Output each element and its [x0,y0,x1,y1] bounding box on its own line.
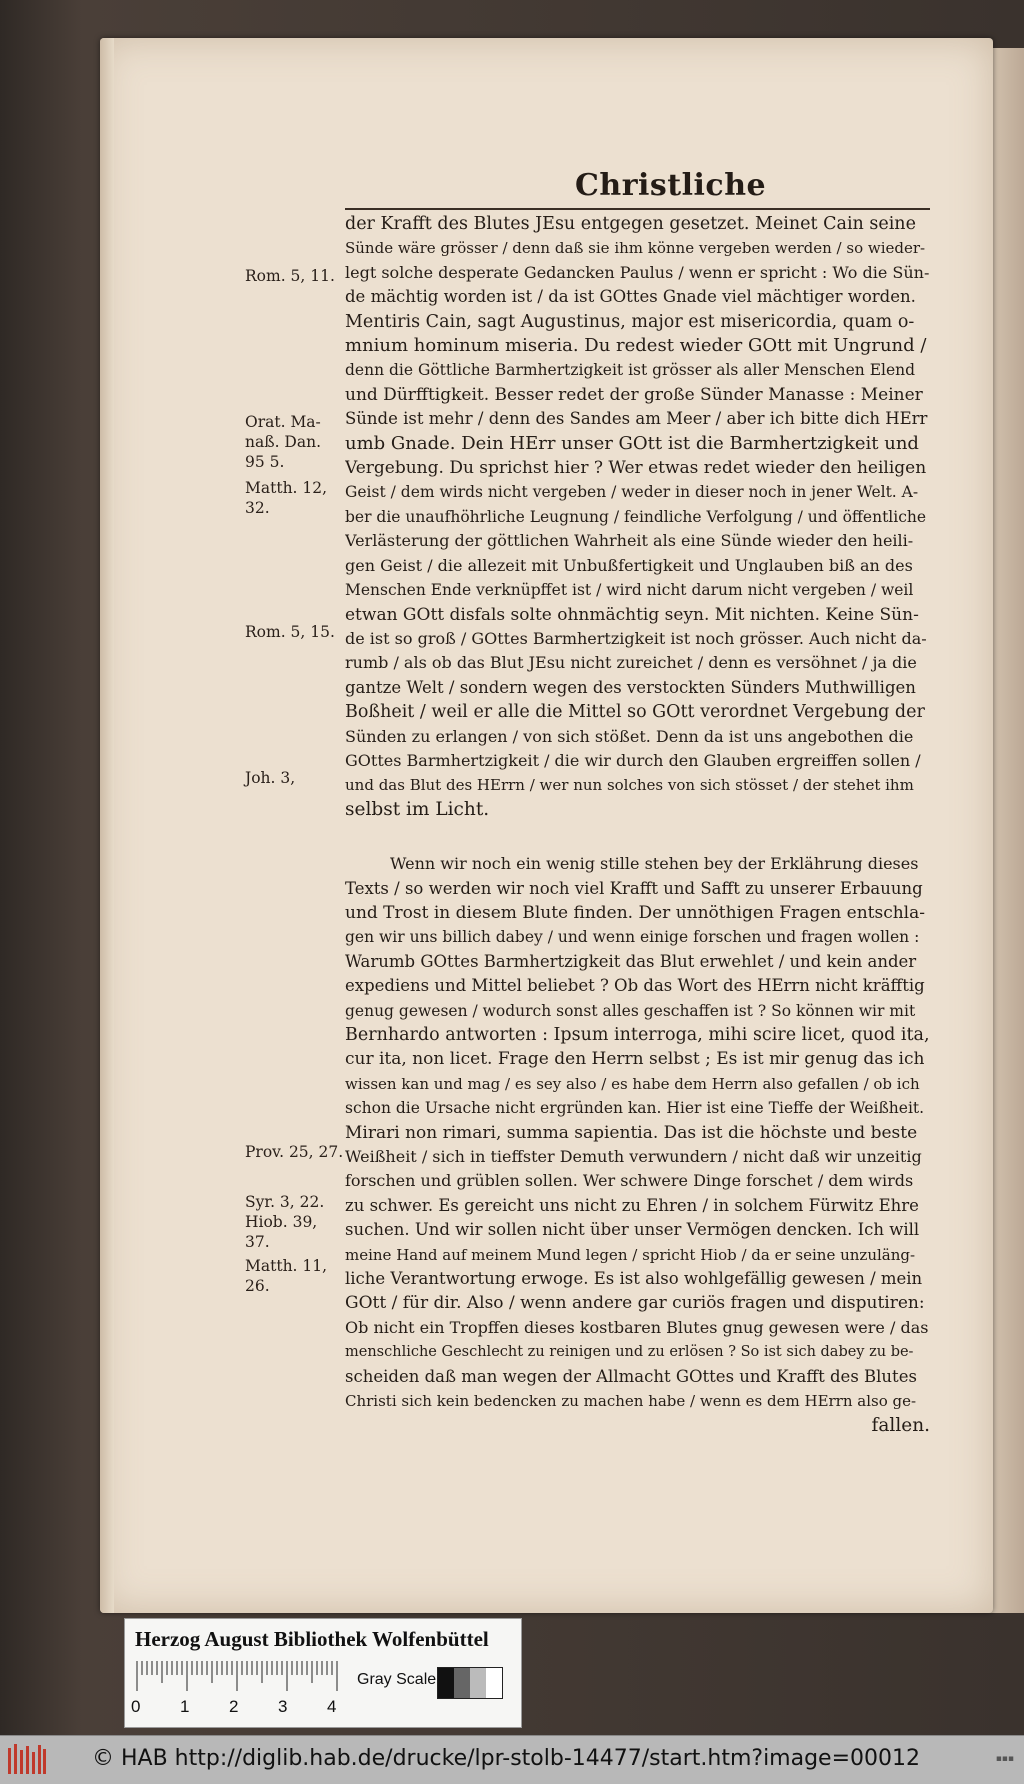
text-line: GOtt / für dir. Also / wenn andere gar curiös fragen und disputiren: [345,1293,925,1314]
text-line: Vergebung. Du sprichst hier ? Wer etwas redet wieder den heiligen [345,458,927,479]
catchword: fallen. [871,1414,930,1436]
gray-scale-label: Gray Scale [357,1671,437,1688]
text-line: Ob nicht ein Tropffen dieses kostbaren Blutes gnug gewesen were / das [345,1317,929,1337]
ruler-number: 3 [278,1697,288,1716]
source-url-link[interactable]: © HAB http://diglib.hab.de/drucke/lpr-stolb-14477/start.htm?image=00012 [92,1746,921,1771]
text-line: meine Hand auf meinem Mund legen / spricht Hiob / da er seine unzuläng- [345,1245,916,1264]
ruler-numbers [131,1697,361,1719]
text-line: scheiden daß man wegen der Allmacht GOttes und Krafft des Blutes [345,1366,917,1386]
text-line: schon die Ursache nicht ergründen kan. Hier ist eine Tieffe der Weißheit. [345,1099,925,1118]
ruler-number: 0 [131,1697,141,1716]
text-line: Verlästerung der göttlichen Wahrheit als eine Sünde wieder den heili- [345,531,914,551]
text-line: gen wir uns billich dabey / und wenn einige forschen und fragen wollen : [345,928,920,947]
text-line: mnium hominum miseria. Du redest wieder GOtt mit Ungrund / [345,335,927,357]
text-line: selbst im Licht. [345,798,490,820]
text-line: Texts / so werden wir noch viel Krafft und Safft zu unserer Erbauung [345,878,923,898]
next-page-edge [988,48,1024,1613]
text-line: suchen. Und wir sollen nicht über unser Vermögen dencken. Ich will [345,1220,920,1240]
text-line: Weißheit / sich in tieffster Demuth verwundern / nicht daß wir unzeitig [345,1147,922,1167]
margin-note: Syr. 3, 22. Hiob. 39, 37. [245,1193,325,1251]
text-line: und Dürfftigkeit. Besser redet der große Sünder Manasse : Meiner [345,384,923,405]
page-gutter-edge [100,38,114,1613]
text-line: Mirari non rimari, summa sapientia. Das ist die höchste und beste [345,1122,918,1143]
text-line: wissen kan und mag / es sey also / es habe dem Herrn also gefallen / ob ich [345,1074,920,1093]
text-line: und Trost in diesem Blute finden. Der unnöthigen Fragen entschla- [345,902,926,923]
text-line: gantze Welt / sondern wegen des verstockten Sünders Muthwilligen [345,677,916,697]
viewer-footer-bar [0,1735,1024,1784]
text-line: Wenn wir noch ein wenig stille stehen bey der Erklährung dieses [390,854,919,874]
ruler-number: 2 [229,1697,239,1716]
ruler-number: 4 [327,1697,337,1716]
text-line: cur ita, non licet. Frage den Herrn selbst ; Es ist mir genug das ich [345,1049,925,1070]
text-line: zu schwer. Es gereicht uns nicht zu Ehren / in solchem Fürwitz Ehre [345,1195,919,1215]
hab-logo-icon [6,1742,48,1778]
margin-note: Matth. 12, 32. [245,479,328,517]
library-label-card [124,1618,522,1728]
text-line: etwan GOtt disfals solte ohnmächtig seyn. Mit nichten. Keine Sün- [345,604,919,625]
header-rule [345,208,930,210]
text-line: Geist / dem wirds nicht vergeben / weder in dieser noch in jener Welt. A- [345,483,919,502]
text-line: rumb / als ob das Blut JEsu nicht zureichet / denn es versöhnet / ja die [345,653,917,673]
text-line: Bernhardo antworten : Ipsum interroga, mihi scire licet, quod ita, [345,1025,930,1045]
text-line: menschliche Geschlecht zu reinigen und zu erlösen ? So ist sich dabey zu be- [345,1344,914,1361]
margin-note: Joh. 3, [245,769,296,787]
text-line: GOttes Barmhertzigkeit / die wir durch den Glauben ergreiffen sollen / [345,750,921,770]
text-line: genug gewesen / wodurch sonst alles geschaffen ist ? So können wir mit [345,1001,916,1020]
library-name: Herzog August Bibliothek Wolfenbüttel [135,1627,489,1651]
ruler-number: 1 [180,1697,190,1716]
text-line: Sünde ist mehr / denn des Sandes am Meer / aber ich bitte dich HErr [345,409,928,429]
text-line: Sünden zu erlangen / von sich stößet. Denn da ist uns angebothen die [345,726,914,746]
paragraph-2 [345,852,930,1413]
ruler-scale [135,1659,345,1695]
text-line: Mentiris Cain, sagt Augustinus, major est misericordia, quam o- [345,311,915,332]
text-line: Warumb GOttes Barmhertzigkeit das Blut erwehlet / und kein ander [345,951,917,971]
text-line: denn die Göttliche Barmhertzigkeit ist grösser als aller Menschen Elend [345,361,916,380]
margin-note: Rom. 5, 15. [245,623,335,641]
text-line: gen Geist / die allezeit mit Unbußfertigkeit und Unglauben biß an des [345,555,913,575]
text-line: expediens und Mittel beliebet ? Ob das Wort des HErrn nicht kräfftig [345,976,925,996]
body-text [345,212,930,1438]
text-line: Boßheit / weil er alle die Mittel so GOtt verordnet Vergebung der [345,702,925,723]
margin-note: Matth. 11, 26. [245,1257,328,1295]
margin-note: Rom. 5, 11. [245,267,335,285]
text-line: forschen und grüblen sollen. Wer schwere Dinge forschet / dem wirds [345,1171,914,1191]
footer-corner-mark: ▪▪▪ [995,1754,1014,1764]
text-line: liche Verantwortung erwoge. Es ist also wohlgefällig gewesen / mein [345,1269,923,1289]
text-line: Christi sich kein bedencken zu machen habe / wenn es dem HErrn also ge- [345,1392,917,1411]
text-line: Menschen Ende verknüpffet ist / wird nicht darum nicht vergeben / weil [345,581,914,600]
text-line: umb Gnade. Dein HErr unser GOtt ist die Barmhertzigkeit und [345,432,919,454]
text-line: ber die unaufhöhrliche Leugnung / feindliche Verfolgung / und öffentliche [345,507,927,526]
running-head: Christliche [575,168,767,203]
text-line: de mächtig worden ist / da ist GOttes Gnade viel mächtiger worden. [345,287,916,307]
gray-scale-swatch [437,1667,503,1699]
margin-note: Prov. 25, 27. [245,1143,344,1161]
text-line: und das Blut des HErrn / wer nun solches von sich stösset / der stehet ihm [345,776,914,795]
text-line: Sünde wäre grösser / denn daß sie ihm könne vergeben werden / so wieder- [345,239,926,258]
margin-note: Orat. Ma- naß. Dan. 95 5. [245,413,322,471]
text-line: legt solche desperate Gedancken Paulus / wenn er spricht : Wo die Sün- [345,262,930,282]
paragraph-1 [345,212,930,822]
text-line: der Krafft des Blutes JEsu entgegen gesetzet. Meinet Cain seine [345,214,916,234]
text-line: de ist so groß / GOttes Barmhertzigkeit ist noch grösser. Auch nicht da- [345,628,927,648]
